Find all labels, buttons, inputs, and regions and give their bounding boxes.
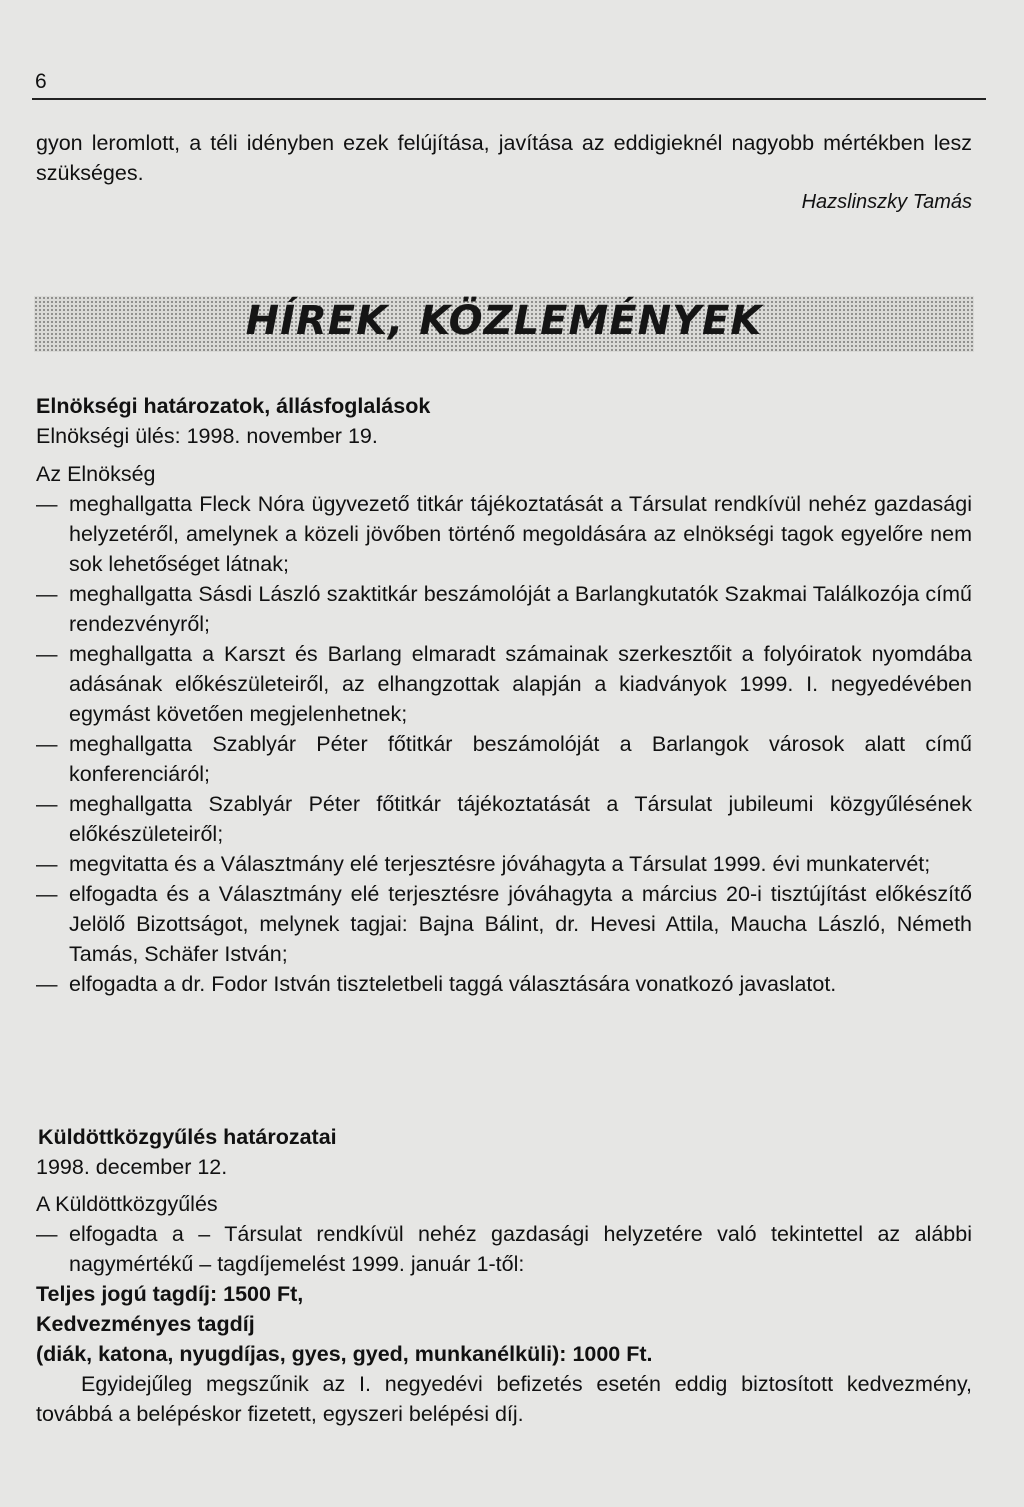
section-heading: Küldöttközgyűlés határozatai xyxy=(38,1125,337,1149)
list-item: — meghallgatta a Karszt és Barlang elmaradt számainak szerkesztőit a folyóiratok nyomdába adásának előkészületeiről, az elhangzottak alapján a kiadványok 1999. I. negyedévében egymást követően megjelenhetnek; xyxy=(36,639,972,729)
intro-block xyxy=(36,128,972,214)
fee-reduced-detail: (diák, katona, nyugdíjas, gyes, gyed, munkanélküli): 1000 Ft. xyxy=(36,1342,653,1366)
list-item: — megvitatta és a Választmány elé terjesztésre jóváhagyta a Társulat 1999. évi munkatervét; xyxy=(36,849,972,879)
list-item: — meghallgatta Szablyár Péter főtitkár tájékoztatását a Társulat jubileumi közgyűlésének előkészületeiről; xyxy=(36,789,972,849)
dash-marker: — xyxy=(36,642,58,666)
page-number: 6 xyxy=(35,70,47,93)
list-item: — meghallgatta Szablyár Péter főtitkár beszámolóját a Barlangok városok alatt című konferenciáról; xyxy=(36,729,972,789)
list-item: — meghallgatta Fleck Nóra ügyvezető titkár tájékoztatását a Társulat rendkívül nehéz gazdasági helyzetéről, amelynek a közeli jövőben történő megoldására az elnökségi tagok egyelőre nem sok lehetőséget látnak; xyxy=(36,489,972,579)
section-banner xyxy=(34,296,974,352)
dash-marker: — xyxy=(36,792,58,816)
meeting-date: 1998. december 12. xyxy=(36,1155,228,1179)
dash-marker: — xyxy=(36,852,58,876)
dash-marker: — xyxy=(36,972,58,996)
meeting-date: Elnökségi ülés: 1998. november 19. xyxy=(36,424,378,448)
section-heading: Elnökségi határozatok, állásfoglalások xyxy=(36,394,431,418)
list-item: — elfogadta a dr. Fodor István tiszteletbeli taggá választására vonatkozó javaslatot. xyxy=(36,969,972,999)
list-item: — elfogadta és a Választmány elé terjesztésre jóváhagyta a március 20-i tisztújítást előkészítő Jelölő Bizottságot, melynek tagjai: Bajna Bálint, dr. Hevesi Attila, Maucha László, Németh Tamás, Schäfer István; xyxy=(36,879,972,969)
dash-marker: — xyxy=(36,1222,58,1246)
dash-marker: — xyxy=(36,582,58,606)
banner-title: HÍREK, KÖZLEMÉNYEK xyxy=(245,298,763,344)
list-item: — meghallgatta Sásdi László szaktitkár beszámolóját a Barlangkutatók Szakmai Találkozója című rendezvényről; xyxy=(36,579,972,639)
list-item: — elfogadta a – Társulat rendkívül nehéz gazdasági helyzetére való tekintettel az alábbi nagymértékű – tagdíjemelést 1999. január 1-től: xyxy=(36,1219,972,1279)
intro-paragraph: gyon leromlott, a téli idényben ezek felújítása, javítása az eddigieknél nagyobb mértékben lesz szükséges. xyxy=(36,131,972,185)
closing-paragraph: Egyidejűleg megszűnik az I. negyedévi befizetés esetén eddig biztosított kedvezmény, továbbá a belépéskor fizetett, egyszeri belépési díj. xyxy=(36,1372,972,1426)
assembly-section xyxy=(36,1122,972,1429)
resolution-list xyxy=(36,489,972,999)
fee-full: Teljes jogú tagdíj: 1500 Ft, xyxy=(36,1282,304,1306)
lead-text: Az Elnökség xyxy=(36,462,156,486)
fee-reduced-label: Kedvezményes tagdíj xyxy=(36,1312,255,1336)
dash-marker: — xyxy=(36,492,58,516)
author-signature: Hazslinszky Tamás xyxy=(801,191,972,213)
lead-text: A Küldöttközgyűlés xyxy=(36,1192,218,1216)
dash-marker: — xyxy=(36,732,58,756)
header-rule xyxy=(32,98,986,100)
dash-marker: — xyxy=(36,882,58,906)
presidium-section xyxy=(36,391,972,999)
